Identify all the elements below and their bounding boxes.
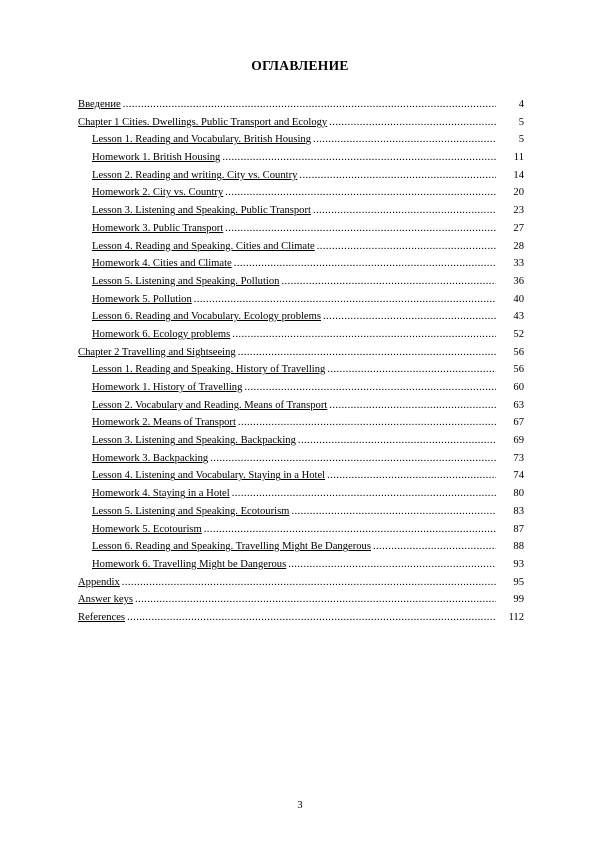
toc-dot-leader — [317, 238, 496, 256]
toc-entry-title[interactable]: Lesson 3. Listening and Speaking. Backpacking — [92, 435, 296, 447]
toc-entry-title[interactable]: Lesson 4. Listening and Vocabulary. Staying in a Hotel — [92, 470, 326, 482]
toc-entry-title[interactable]: Homework 4. Staying in a Hotel — [92, 488, 230, 500]
toc-dot-leader — [194, 291, 496, 309]
toc-entry[interactable] — [78, 291, 524, 309]
toc-entry[interactable] — [78, 344, 524, 362]
toc-entry-title[interactable]: Homework 3. Backpacking — [92, 452, 209, 464]
toc-entry[interactable] — [78, 255, 524, 273]
toc-entry-title[interactable]: Lesson 5. Listening and Speaking. Pollution — [92, 275, 280, 287]
toc-dot-leader — [232, 326, 496, 344]
toc-entry-title[interactable]: Lesson 2. Vocabulary and Reading. Means of Transport — [92, 399, 328, 411]
toc-entry-title[interactable]: Homework 2. Means of Transport — [92, 417, 236, 429]
toc-entry-page: 88 — [513, 541, 524, 553]
toc-entry-title[interactable]: Homework 1. History of Travelling — [92, 382, 243, 393]
toc-entry-page: 5 — [518, 134, 524, 146]
toc-entry[interactable] — [78, 184, 524, 202]
toc-dot-leader — [288, 556, 496, 574]
toc-entry[interactable] — [78, 202, 524, 220]
toc-entry[interactable] — [78, 273, 524, 291]
toc-entry-title[interactable]: References — [78, 611, 126, 623]
toc-dot-leader — [123, 96, 496, 114]
toc-entry[interactable] — [78, 131, 524, 149]
toc-entry[interactable] — [78, 467, 524, 485]
toc-entry-page: 5 — [518, 116, 524, 128]
toc-entry[interactable] — [78, 414, 524, 432]
toc-dot-leader — [210, 450, 496, 468]
toc-entry-page: 112 — [508, 611, 524, 623]
toc-dot-leader — [327, 361, 496, 379]
toc-entry-page: 93 — [513, 558, 524, 570]
toc-entry-page: 69 — [513, 435, 524, 447]
toc-entry-title[interactable]: Chapter 2 Travelling and Sightseeing — [78, 346, 236, 358]
toc-entry-title[interactable]: Answer keys — [78, 594, 134, 606]
toc-dot-leader — [204, 521, 496, 539]
toc-entry-page: 14 — [513, 169, 524, 181]
toc-dot-leader — [122, 574, 496, 592]
toc-dot-leader — [135, 591, 496, 609]
toc-entry-title[interactable]: Lesson 1. Reading and Vocabulary. British Housing — [92, 134, 312, 146]
toc-entry-page: 99 — [513, 594, 524, 606]
toc-dot-leader — [291, 503, 496, 521]
toc-entry-page: 4 — [518, 99, 524, 110]
toc-entry[interactable] — [78, 379, 524, 397]
toc-dot-leader — [323, 308, 496, 326]
toc-dot-leader — [299, 167, 496, 185]
toc-entry-title[interactable]: Lesson 4. Reading and Speaking. Cities and Climate — [92, 240, 315, 252]
toc-entry-page: 60 — [513, 382, 524, 393]
toc-entry[interactable] — [78, 450, 524, 468]
toc-entry-page: 67 — [513, 417, 524, 429]
toc-entry-page: 28 — [513, 240, 524, 252]
toc-entry[interactable] — [78, 308, 524, 326]
toc-entry[interactable] — [78, 609, 524, 627]
table-of-contents — [78, 96, 524, 627]
toc-entry-title[interactable]: Homework 1. British Housing — [92, 152, 221, 164]
toc-entry-title[interactable]: Homework 5. Ecotourism — [92, 523, 202, 535]
toc-dot-leader — [329, 114, 496, 132]
toc-entry[interactable] — [78, 397, 524, 415]
toc-entry[interactable] — [78, 238, 524, 256]
toc-dot-leader — [313, 131, 496, 149]
toc-dot-leader — [222, 149, 496, 167]
toc-entry[interactable] — [78, 361, 524, 379]
toc-entry-page: 83 — [513, 505, 524, 517]
toc-entry-page: 63 — [513, 399, 524, 411]
toc-entry-title[interactable]: Lesson 3. Listening and Speaking. Public Transport — [92, 205, 311, 217]
toc-dot-leader — [238, 344, 496, 362]
toc-entry[interactable] — [78, 114, 524, 132]
toc-entry[interactable] — [78, 485, 524, 503]
toc-entry-page: 40 — [513, 293, 524, 305]
toc-dot-leader — [234, 255, 496, 273]
toc-entry[interactable] — [78, 149, 524, 167]
toc-entry-page: 74 — [513, 470, 524, 482]
toc-entry-page: 20 — [513, 187, 524, 199]
toc-entry-page: 95 — [513, 576, 524, 588]
toc-dot-leader — [127, 609, 496, 627]
page-number: 3 — [297, 800, 303, 811]
toc-entry[interactable] — [78, 538, 524, 556]
toc-entry[interactable] — [78, 591, 524, 609]
toc-entry-title[interactable]: Homework 2. City vs. Country — [92, 187, 224, 199]
toc-entry[interactable] — [78, 503, 524, 521]
toc-entry-page: 36 — [513, 275, 524, 287]
toc-entry-page: 11 — [513, 152, 524, 164]
toc-dot-leader — [225, 184, 496, 202]
toc-entry-title[interactable]: Lesson 6. Reading and Vocabulary. Ecology problems — [92, 311, 321, 323]
toc-entry-title[interactable]: Homework 6. Travelling Might be Dangerous — [92, 558, 287, 570]
toc-entry-page: 27 — [513, 222, 524, 234]
toc-entry[interactable] — [78, 220, 524, 238]
toc-entry-title[interactable]: Homework 6. Ecology problems — [92, 328, 231, 340]
toc-dot-leader — [329, 397, 496, 415]
toc-entry-title[interactable]: Lesson 1. Reading and Speaking. History of Travelling — [92, 364, 326, 376]
toc-dot-leader — [232, 485, 496, 503]
toc-entry[interactable] — [78, 326, 524, 344]
toc-entry[interactable] — [78, 521, 524, 539]
toc-entry[interactable] — [78, 556, 524, 574]
toc-dot-leader — [373, 538, 496, 556]
toc-dot-leader — [238, 414, 496, 432]
toc-entry-title[interactable]: Appendix — [78, 576, 120, 588]
toc-entry-page: 56 — [513, 346, 524, 358]
toc-entry-page: 52 — [513, 328, 524, 340]
toc-entry-title[interactable]: Homework 4. Cities and Climate — [92, 258, 232, 270]
toc-entry[interactable] — [78, 432, 524, 450]
toc-dot-leader — [281, 273, 496, 291]
toc-entry-page: 33 — [513, 258, 524, 270]
toc-entry-page: 56 — [513, 364, 524, 376]
toc-entry-title[interactable]: Lesson 5. Listening and Speaking. Ecotourism — [92, 505, 290, 517]
toc-dot-leader — [298, 432, 496, 450]
toc-entry-page: 43 — [513, 311, 524, 323]
toc-entry-page: 23 — [513, 205, 524, 217]
toc-entry-title[interactable]: Введение — [78, 99, 121, 110]
toc-entry-title[interactable]: Lesson 2. Reading and writing. City vs. Country — [92, 169, 298, 181]
toc-entry-title[interactable]: Homework 3. Public Transport — [92, 222, 224, 234]
toc-entry-title[interactable]: Chapter 1 Cities. Dwellings. Public Transport and Ecology — [78, 116, 328, 128]
page-title: ОГЛАВЛЕНИЕ — [251, 58, 349, 73]
toc-dot-leader — [313, 202, 496, 220]
toc-entry[interactable] — [78, 574, 524, 592]
toc-entry-title[interactable]: Homework 5. Pollution — [92, 293, 192, 305]
toc-entry[interactable] — [78, 167, 524, 185]
toc-entry-page: 73 — [513, 452, 524, 464]
toc-entry-title[interactable]: Lesson 6. Reading and Speaking. Travelling Might Be Dangerous — [92, 541, 371, 553]
toc-dot-leader — [244, 379, 496, 397]
toc-entry-page: 80 — [513, 488, 524, 500]
toc-entry-page: 87 — [513, 523, 524, 535]
toc-entry[interactable] — [78, 96, 524, 114]
toc-dot-leader — [327, 467, 496, 485]
toc-dot-leader — [225, 220, 496, 238]
